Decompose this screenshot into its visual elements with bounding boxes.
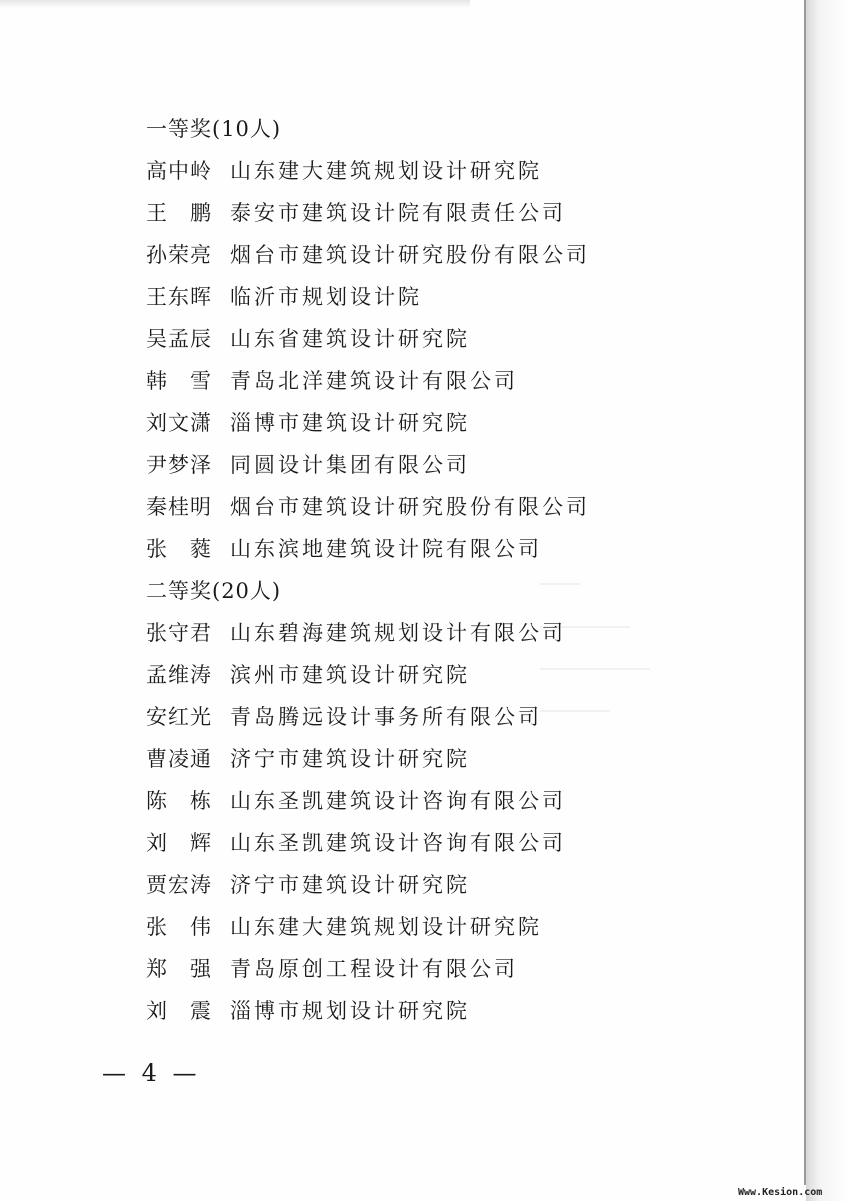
recipient-name: 孙荣亮	[146, 243, 212, 267]
recipient-organization: 临沂市规划设计院	[230, 285, 422, 309]
recipient-name: 陈 栋	[146, 789, 212, 813]
recipient-name: 郑 强	[146, 957, 212, 981]
award-entry	[146, 528, 786, 570]
recipient-organization: 淄博市建筑设计研究院	[230, 411, 470, 435]
recipient-organization: 烟台市建筑设计研究股份有限公司	[230, 243, 590, 267]
recipient-organization: 烟台市建筑设计研究股份有限公司	[230, 495, 590, 519]
award-list	[146, 108, 786, 1032]
recipient-name: 曹凌通	[146, 747, 212, 771]
recipient-organization: 同圆设计集团有限公司	[230, 453, 470, 477]
award-entry	[146, 654, 786, 696]
scan-right-margin	[806, 0, 850, 1201]
award-entry	[146, 612, 786, 654]
award-entry	[146, 234, 786, 276]
recipient-organization: 青岛原创工程设计有限公司	[230, 957, 518, 981]
recipient-organization: 山东圣凯建筑设计咨询有限公司	[230, 831, 566, 855]
recipient-name: 贾宏涛	[146, 873, 212, 897]
recipient-organization: 山东建大建筑规划设计研究院	[230, 159, 542, 183]
recipient-organization: 山东碧海建筑规划设计有限公司	[230, 621, 566, 645]
recipient-organization: 滨州市建筑设计研究院	[230, 663, 470, 687]
recipient-organization: 济宁市建筑设计研究院	[230, 747, 470, 771]
recipient-name: 韩 雪	[146, 369, 212, 393]
first-prize-heading: 一等奖(10人)	[146, 117, 282, 141]
recipient-name: 吴孟辰	[146, 327, 212, 351]
award-entry	[146, 864, 786, 906]
recipient-name: 孟维涛	[146, 663, 212, 687]
second-prize-heading: 二等奖(20人)	[146, 579, 282, 603]
recipient-organization: 山东省建筑设计研究院	[230, 327, 470, 351]
recipient-name: 尹梦泽	[146, 453, 212, 477]
recipient-name: 刘 辉	[146, 831, 212, 855]
award-entry	[146, 780, 786, 822]
recipient-name: 安红光	[146, 705, 212, 729]
page-edge-line	[804, 0, 806, 1185]
award-entry	[146, 822, 786, 864]
first-prize-list	[146, 150, 786, 570]
recipient-organization: 青岛北洋建筑设计有限公司	[230, 369, 518, 393]
recipient-organization: 山东建大建筑规划设计研究院	[230, 915, 542, 939]
page-number: — 4 —	[102, 1059, 201, 1087]
watermark-text: Www.Kesion.com	[738, 1187, 823, 1198]
award-entry	[146, 738, 786, 780]
award-entry	[146, 990, 786, 1032]
award-entry	[146, 360, 786, 402]
recipient-organization: 山东滨地建筑设计院有限公司	[230, 537, 542, 561]
recipient-organization: 山东圣凯建筑设计咨询有限公司	[230, 789, 566, 813]
second-prize-list	[146, 612, 786, 1032]
award-entry	[146, 948, 786, 990]
recipient-name: 高中岭	[146, 159, 212, 183]
recipient-organization: 济宁市建筑设计研究院	[230, 873, 470, 897]
award-entry	[146, 276, 786, 318]
award-entry	[146, 486, 786, 528]
scan-top-edge	[0, 0, 470, 8]
award-entry	[146, 402, 786, 444]
recipient-name: 秦桂明	[146, 495, 212, 519]
recipient-name: 王东晖	[146, 285, 212, 309]
award-entry	[146, 444, 786, 486]
recipient-organization: 淄博市规划设计研究院	[230, 999, 470, 1023]
award-entry	[146, 150, 786, 192]
recipient-name: 王 鹏	[146, 201, 212, 225]
award-entry	[146, 192, 786, 234]
award-entry	[146, 696, 786, 738]
recipient-organization: 泰安市建筑设计院有限责任公司	[230, 201, 566, 225]
award-entry	[146, 906, 786, 948]
award-entry	[146, 318, 786, 360]
recipient-name: 张 伟	[146, 915, 212, 939]
recipient-name: 张守君	[146, 621, 212, 645]
recipient-name: 张 蕤	[146, 537, 212, 561]
recipient-organization: 青岛腾远设计事务所有限公司	[230, 705, 542, 729]
recipient-name: 刘文潇	[146, 411, 212, 435]
recipient-name: 刘 震	[146, 999, 212, 1023]
